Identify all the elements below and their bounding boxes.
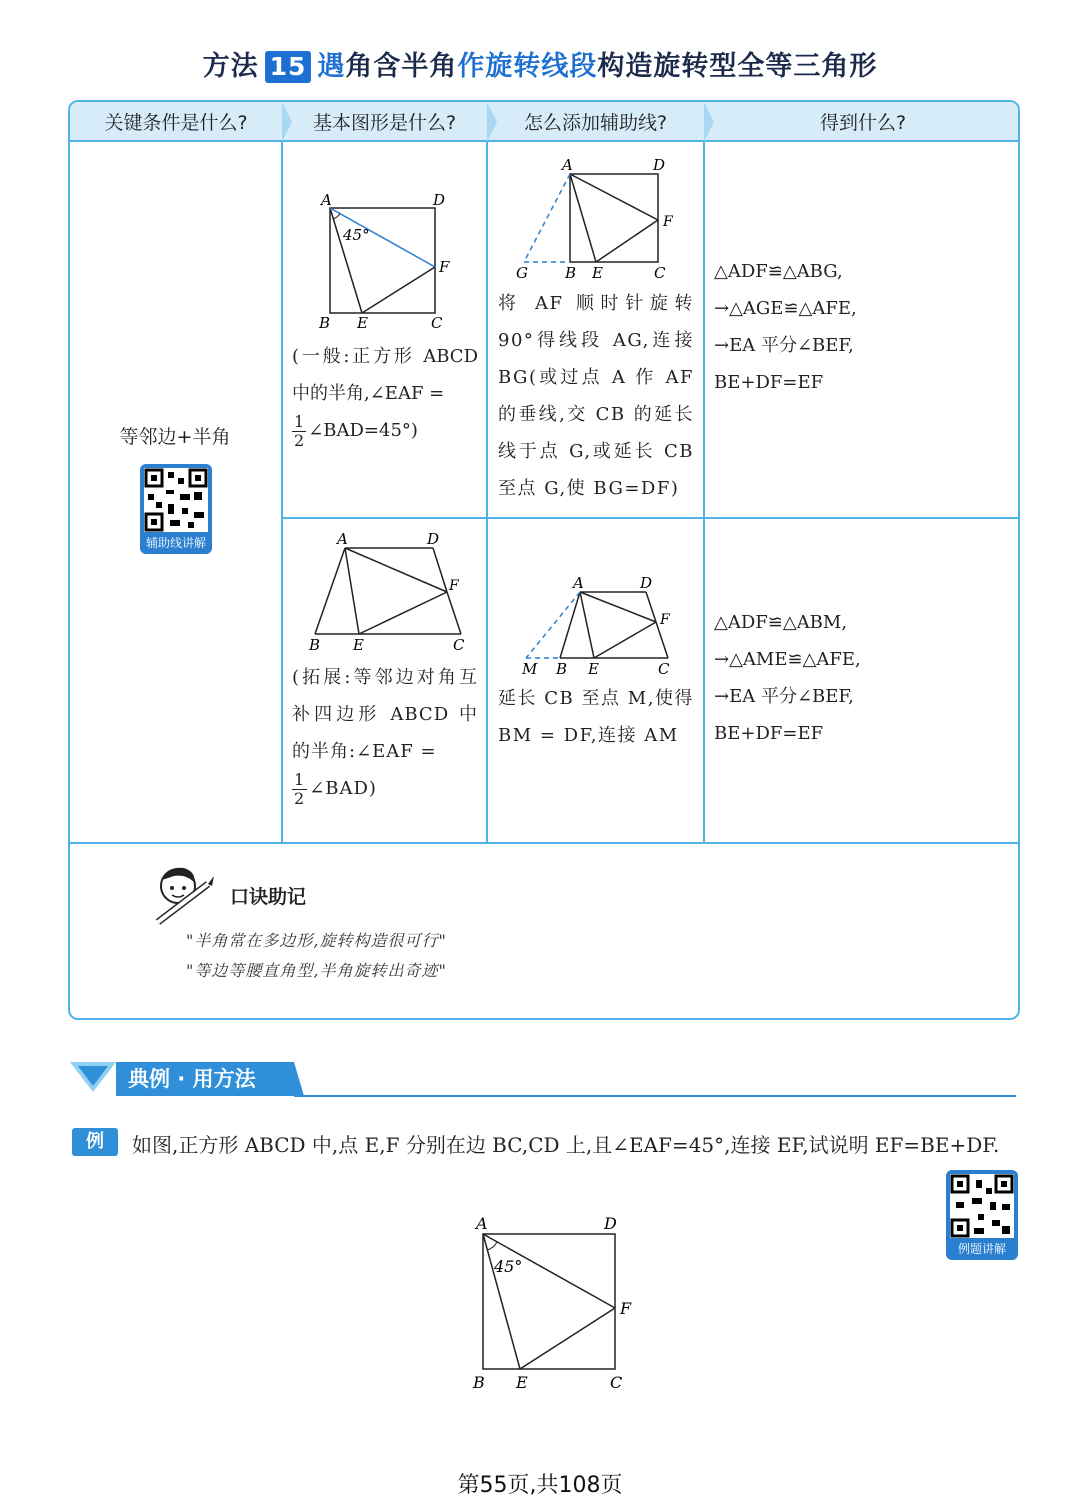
qr-aux-explain[interactable] (140, 464, 212, 554)
rotation-ag-diagram (510, 154, 690, 289)
row1-basic-text: (一般:正方形 ABCD 中的半角,∠EAF = $\frac{1}{2}$ ∠BAD=45°) (292, 346, 478, 450)
svg-text:D: D (433, 191, 446, 209)
svg-text:45°: 45° (494, 1257, 523, 1276)
example-text: 如图,正方形 ABCD 中,点 E,F 分别在边 BC,CD 上,且∠EAF=45°,连接 EF,试说明 EF=BE+DF. (132, 1133, 1000, 1157)
fraction-one-half: $\frac{1}{2}$ (294, 411, 305, 450)
svg-text:E: E (357, 314, 368, 332)
svg-text:E: E (588, 660, 599, 678)
svg-text:A: A (337, 530, 348, 548)
memo-title: 口诀助记 (230, 886, 307, 908)
method-number-badge: 15 (265, 51, 312, 83)
page-footer: 第55页,共108页 (457, 1473, 623, 1498)
qr-caption: 例题讲解 (957, 1242, 1006, 1256)
svg-text:B: B (556, 660, 568, 678)
square-half-angle-diagram (295, 188, 475, 333)
quadrilateral-half-angle-diagram (295, 526, 475, 654)
title-part2: 角含半角 (345, 51, 458, 82)
svg-text:E: E (516, 1373, 528, 1392)
svg-text:B: B (319, 314, 331, 332)
qr-caption: 辅助线讲解 (145, 536, 206, 550)
section-heading: 典例 · 用方法 (116, 1062, 294, 1096)
svg-text:D: D (604, 1214, 617, 1233)
header-aux-line: 怎么添加辅助线? (487, 102, 704, 142)
svg-text:B: B (565, 264, 577, 282)
svg-text:B: B (473, 1373, 485, 1392)
svg-text:E: E (592, 264, 603, 282)
qr-example-explain[interactable] (946, 1170, 1018, 1260)
svg-text:E: E (353, 636, 364, 654)
svg-text:M: M (522, 660, 538, 678)
row2-aux-text: 延长 CB 至点 M,使得 BM = DF,连接 AM (498, 688, 694, 746)
svg-text:A: A (321, 191, 332, 209)
svg-text:A: A (476, 1214, 488, 1233)
svg-text:C: C (654, 264, 666, 282)
section-label-tail (280, 1062, 304, 1096)
title-part3: 作旋转线段 (457, 51, 598, 82)
svg-text:G: G (516, 264, 528, 282)
svg-text:A: A (562, 156, 573, 174)
row2-basic-text: (拓展:等邻边对角互补四边形 ABCD 中的半角:∠EAF = $\frac{1}{2}$ ∠BAD) (292, 667, 478, 808)
svg-text:D: D (427, 530, 440, 548)
page-title (0, 44, 1080, 83)
header-key-condition: 关键条件是什么? (70, 102, 282, 142)
svg-text:F: F (663, 214, 673, 230)
title-part1: 遇 (317, 51, 346, 82)
svg-text:F: F (449, 578, 459, 594)
svg-text:C: C (610, 1373, 623, 1392)
section-chevron-icon (70, 1062, 116, 1096)
example-tag: 例 (72, 1128, 118, 1156)
rotation-am-diagram (510, 572, 690, 682)
svg-text:F: F (620, 1299, 632, 1318)
key-condition-text: 等邻边+半角 (119, 426, 231, 448)
qr-code-icon (144, 468, 208, 532)
svg-text:F: F (660, 612, 670, 628)
memo-line-1: "半角常在多边形,旋转构造很可行" (186, 931, 447, 950)
svg-text:D: D (653, 156, 666, 174)
svg-text:D: D (640, 574, 653, 592)
method-prefix: 方法 (202, 51, 259, 82)
header-result: 得到什么? (704, 102, 1020, 142)
fraction-one-half-2: $\frac{1}{2}$ (294, 769, 306, 808)
svg-text:C: C (431, 314, 443, 332)
qr-code-icon (950, 1174, 1014, 1238)
svg-text:45°: 45° (343, 226, 370, 244)
title-part4: 构造旋转型全等三角形 (597, 51, 878, 82)
example-square-diagram (460, 1212, 650, 1397)
header-basic-figure: 基本图形是什么? (282, 102, 487, 142)
section-rule (294, 1095, 1016, 1097)
row2-result: △ADF≌△ABM, →△AME≌△AFE, →EA 平分∠BEF, BE+DF=EF (714, 612, 861, 744)
row1-aux-text: 将 AF 顺时针旋转 90°得线段 AG,连接 BG(或过点 A 作 AF 的垂线,交 CB 的延长线于点 G,或延长 CB 至点 G,使 BG=DF) (498, 293, 694, 499)
cartoon-boy-pencil-icon (150, 862, 220, 930)
svg-text:A: A (573, 574, 584, 592)
svg-text:B: B (309, 636, 321, 654)
row1-result: △ADF≌△ABG, →△AGE≌△AFE, →EA 平分∠BEF, BE+DF=EF (714, 261, 857, 393)
svg-text:F: F (439, 258, 450, 276)
svg-text:C: C (453, 636, 465, 654)
memo-line-2: "等边等腰直角型,半角旋转出奇迹" (186, 961, 447, 980)
svg-text:C: C (658, 660, 670, 678)
